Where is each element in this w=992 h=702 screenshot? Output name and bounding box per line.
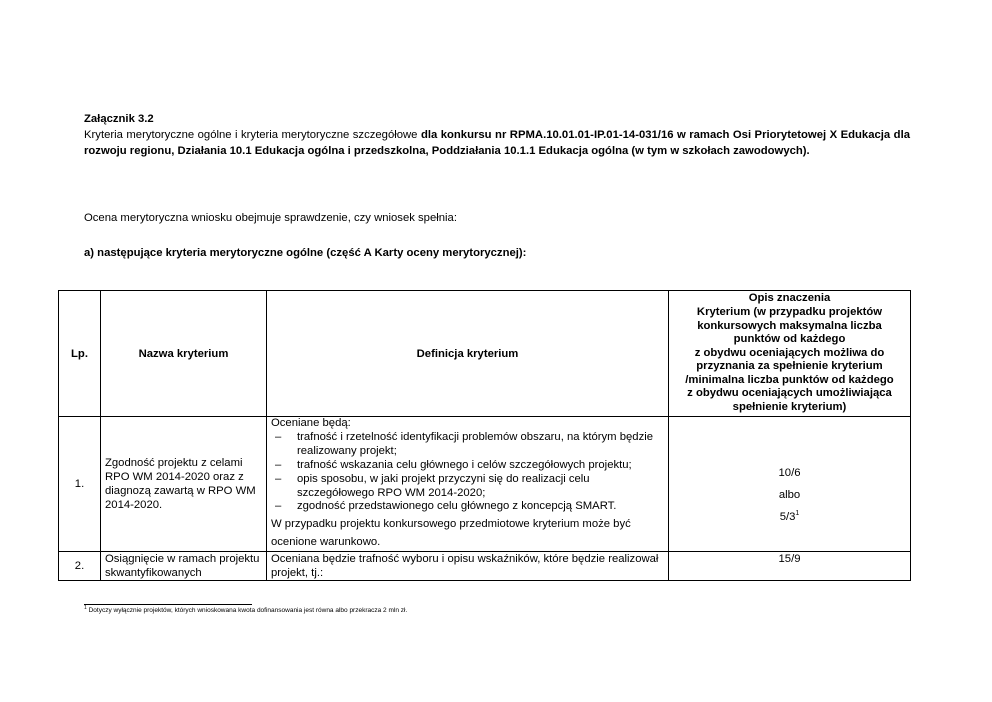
list-item: – trafność i rzetelność identyfikacji problemów obszaru, na którym będzie realizowany projekt; (275, 430, 654, 457)
footnote (84, 607, 407, 614)
header-definition: Definicja kryterium (267, 291, 669, 417)
footnote-number: 1 (84, 605, 87, 611)
definition-intro: Oceniane będą: (271, 417, 351, 429)
header-lp: Lp. (59, 291, 101, 417)
score-value-alt: 5/3 (779, 511, 796, 524)
header-description-line: Kryterium (w przypadku projektów (696, 305, 883, 318)
header-description-line: przyznania za spełnienie kryterium (696, 360, 883, 373)
list-item-text: opis sposobu, w jaki projekt przyczyni się do realizacji celu szczegółowego RPO WM 2014-2020; (297, 472, 590, 499)
list-item: – zgodność przedstawionego celu głównego z koncepcją SMART. (275, 500, 617, 513)
footnote-text: Dotyczy wyłącznie projektów, których wnioskowana kwota dofinansowania jest równa albo przekracza 2 mln zł. (88, 607, 408, 614)
score-or: albo (778, 489, 801, 502)
attachment-title: Załącznik 3.2 (84, 113, 154, 125)
footnote-separator (84, 604, 252, 605)
row-score: 15/9 (669, 552, 911, 581)
definition-outro: W przypadku projektu konkursowego przedmiotowe kryterium może być ocenione warunkowo. (271, 518, 631, 549)
row-criterion-name: Osiągnięcie w ramach projektu skwantyfikowanych (101, 552, 267, 581)
footnote-ref[interactable]: 1 (795, 510, 800, 518)
header-description-line: spełnienie kryterium) (732, 401, 847, 414)
row-score (669, 417, 911, 552)
header-name: Nazwa kryterium (101, 291, 267, 417)
list-item: – trafność wskazania celu głównego i celów szczegółowych projektu; (275, 458, 632, 471)
header-description-line: z obydwu oceniających możliwa do (694, 346, 885, 359)
header-description-line: Opis znaczenia (748, 292, 831, 305)
table-row (59, 417, 911, 552)
header-description-line: /minimalna liczba punktów od każdego (685, 373, 894, 386)
header-description-line: konkursowych maksymalna liczba (697, 319, 882, 332)
intro-text: Ocena merytoryczna wniosku obejmuje sprawdzenie, czy wniosek spełnia: (84, 212, 457, 224)
header-description (669, 291, 911, 417)
row-definition (267, 417, 669, 552)
score-value: 10/6 (778, 467, 801, 480)
row-lp: 1. (59, 417, 101, 552)
header-text-bold: dla konkursu nr RPMA.10.01.01-IP.01-14-031/16 w ramach Osi Priorytetowej X Edukacja dla rozwoju regionu, Działania 10.1 Edukacja ogólna i przedszkolna, Poddziałania 10.1.1 Edukacja ogólna (w tym w szkołach zawodowych). (84, 129, 910, 157)
table-row (59, 552, 911, 581)
header-description-line: punktów od każdego (733, 333, 846, 346)
section-heading: a) następujące kryteria merytoryczne ogólne (część A Karty oceny merytorycznej): (84, 247, 527, 259)
header-description-line: z obydwu oceniających umożliwiająca (687, 387, 892, 400)
definition-list (271, 431, 664, 514)
list-item: – opis sposobu, w jaki projekt przyczyni się do realizacji celu szczegółowego RPO WM 2014-2020; (275, 472, 590, 499)
header-text-normal: Kryteria merytoryczne ogólne i kryteria merytoryczne szczegółowe (84, 129, 421, 141)
row-lp: 2. (59, 552, 101, 581)
table-header-row (59, 291, 911, 417)
list-item-text: trafność wskazania celu głównego i celów szczegółowych projektu; (297, 458, 632, 471)
row-criterion-name: Zgodność projektu z celami RPO WM 2014-2020 oraz z diagnozą zawartą w RPO WM 2014-2020. (101, 417, 267, 552)
header-paragraph (84, 127, 910, 159)
list-item-text: zgodność przedstawionego celu głównego z koncepcją SMART. (297, 500, 617, 513)
document-header (84, 111, 910, 159)
criteria-table (58, 290, 911, 581)
list-item-text: trafność i rzetelność identyfikacji problemów obszaru, na którym będzie realizowany projekt; (297, 430, 654, 457)
row-definition: Oceniana będzie trafność wyboru i opisu wskaźników, które będzie realizował projekt, tj.: (267, 552, 669, 581)
